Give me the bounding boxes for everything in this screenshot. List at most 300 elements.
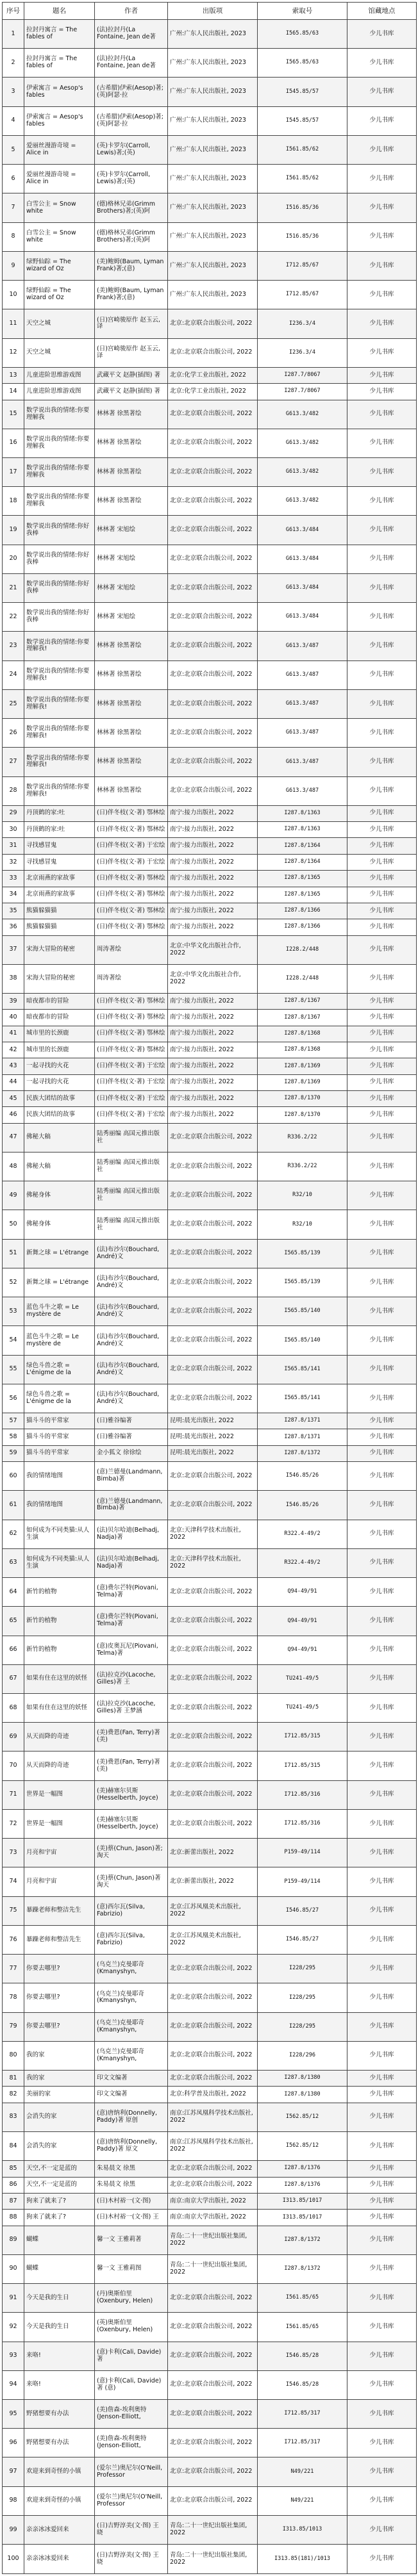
cell-title: 数学说出我的情绪:你要理解我 [24,457,95,486]
cell-title: 伊索寓言 = Aesop's fables [24,78,95,106]
cell-call-number: I545.85/57 [258,78,347,106]
cell-author: (古希腊)伊索(Aesop)著;(英)阿瑟·拉 [95,78,168,106]
cell-call-number: I712.85/317 [258,2429,347,2457]
cell-call-number: P159-49/114 [258,1839,347,1867]
cell-index: 77 [3,1955,24,1983]
cell-call-number: G613.3/482 [258,429,347,457]
cell-publisher: 北京:北京联合出版公司, 2022 [168,2041,258,2070]
cell-author: (德)格林兄弟(Grimm Brothers)著;(英)阿 [95,193,168,222]
cell-publisher: 北京:北京联合出版公司, 2022 [168,1955,258,1983]
cell-publisher: 南宁:接力出版社, 2022 [168,994,258,1010]
cell-call-number: G613.3/482 [258,487,347,516]
table-row [3,2429,417,2457]
table-row [3,838,417,854]
cell-index: 6 [3,165,24,193]
cell-index: 60 [3,1462,24,1491]
cell-title: 白雪公主 = Snow white [24,222,95,251]
table-row [3,457,417,486]
cell-author: (英)卡罗尔(Carroll, Lewis)著;(英) [95,135,168,164]
cell-title: 蓝色斗牛之歌 = Le mystère de [24,1297,95,1326]
cell-author: (意)西尔瓦(Silva, Fabrizio) [95,1925,168,1954]
cell-index: 33 [3,871,24,887]
header-author: 作者 [95,3,168,20]
cell-index: 21 [3,573,24,602]
cell-title: 绿野仙踪 = The wizard of Oz [24,281,95,309]
cell-location: 少儿书库 [347,165,417,193]
cell-publisher: 南宁:接力出版社, 2022 [168,903,258,919]
cell-location: 少儿书库 [347,603,417,632]
cell-location: 少儿书库 [347,2399,417,2428]
table-row [3,2342,417,2370]
cell-call-number: I287.8/1367 [258,994,347,1010]
cell-author: 周涛著绘 [95,964,168,993]
cell-publisher: 北京:北京联合出版公司, 2022 [168,1123,258,1152]
cell-index: 83 [3,2103,24,2131]
cell-publisher: 青岛:二十一世纪出版社集团, 2022 [168,2515,258,2544]
cell-call-number: I565.85/139 [258,1268,347,1297]
cell-author: (日)伴冬枝(文·著) 于宏绘 [95,1058,168,1074]
cell-publisher: 广州:广东人民出版社, 2023 [168,165,258,193]
cell-call-number: I565.85/140 [258,1297,347,1326]
cell-publisher: 北京:北京联合出版公司, 2022 [168,2429,258,2457]
cell-publisher: 北京:北京联合出版公司, 2022 [168,2012,258,2041]
cell-location: 少儿书库 [347,573,417,602]
cell-location: 少儿书库 [347,1026,417,1042]
header-location: 馆藏地点 [347,3,417,20]
cell-location: 少儿书库 [347,1413,417,1429]
cell-publisher: 北京:化学工业出版社, 2022 [168,384,258,400]
table-row [3,1268,417,1297]
cell-index: 79 [3,2012,24,2041]
cell-index: 66 [3,1636,24,1664]
cell-title: 我的情绪地图 [24,1491,95,1520]
table-row [3,1058,417,1074]
cell-publisher: 南宁:接力出版社, 2022 [168,822,258,838]
cell-publisher: 南宁:接力出版社, 2022 [168,919,258,935]
cell-title: 数学说出我的情绪:你要理解我! [24,632,95,660]
cell-publisher: 北京:北京联合出版公司, 2022 [168,1723,258,1752]
cell-title: 城市里的长颈鹿 [24,1026,95,1042]
table-row [3,632,417,660]
cell-index: 19 [3,516,24,545]
table-row [3,251,417,280]
cell-author: 印文文编著 [95,2087,168,2103]
table-row [3,919,417,935]
cell-title: 来咯! [24,2342,95,2370]
cell-author: (德)格林兄弟(Grimm Brothers)著;(英)阿 [95,222,168,251]
cell-title: 寻找感冒鬼 [24,838,95,854]
cell-publisher: 广州:广东人民出版社, 2023 [168,106,258,135]
table-row [3,49,417,78]
cell-index: 88 [3,2210,24,2226]
cell-author: (法)拉克沙(Lacoche, Gilles)著 王梦涵 [95,1694,168,1723]
cell-location: 少儿书库 [347,281,417,309]
cell-location: 少儿书库 [347,1925,417,1954]
cell-author: (日)伴冬枝(文·著) 鄂林绘 [95,887,168,903]
cell-publisher: 北京:北京联合出版公司, 2022 [168,1664,258,1693]
cell-location: 少儿书库 [347,2087,417,2103]
cell-publisher: 北京:北京联合出版公司, 2022 [168,2177,258,2193]
cell-location: 少儿书库 [347,994,417,1010]
cell-author: (法)拉封丹(La Fontaine, Jean de著 [95,49,168,78]
table-row [3,1578,417,1607]
cell-author: (法)布沙尔(Bouchard, André)文 [95,1355,168,1384]
cell-call-number: G613.3/484 [258,573,347,602]
cell-author: 馨一文 王雅莉著 [95,2226,168,2254]
cell-location: 少儿书库 [347,2041,417,2070]
cell-publisher: 北京:北京联合出版公司, 2022 [168,1239,258,1268]
cell-publisher: 南宁:接力出版社, 2022 [168,1042,258,1058]
cell-author: (乌克兰)克曼耶奇(Kmanyshyn, [95,2041,168,2070]
cell-title: 从天而降的奇迹 [24,1723,95,1752]
table-row [3,2071,417,2087]
cell-location: 少儿书库 [347,2515,417,2544]
cell-author: (爱尔兰)奥尼尔(O'Neill, Professor [95,2486,168,2515]
cell-location: 少儿书库 [347,1780,417,1809]
table-row [3,1384,417,1413]
cell-title: 儿童进阶思维游戏图 [24,367,95,383]
cell-call-number: I287.8/1364 [258,838,347,854]
cell-location: 少儿书库 [347,822,417,838]
cell-location: 少儿书库 [347,1239,417,1268]
cell-index: 84 [3,2131,24,2160]
cell-publisher: 北京:北京联合出版公司, 2022 [168,429,258,457]
cell-title: 佛秘身体 [24,1210,95,1239]
table-row [3,2486,417,2515]
table-row [3,400,417,429]
cell-call-number: G613.3/487 [258,776,347,805]
table-row [3,2193,417,2209]
cell-author: (日)雅谷编著 [95,1413,168,1429]
cell-index: 27 [3,748,24,776]
cell-title: 数学说出我的情绪:你好我棒 [24,573,95,602]
cell-call-number: I712.85/316 [258,1780,347,1809]
cell-index: 9 [3,251,24,280]
table-row [3,1752,417,1780]
cell-title: 北京雨燕的家故事 [24,887,95,903]
cell-title: 爱丽丝漫游奇境 = Alice in [24,165,95,193]
cell-title: 欢迎来到奇怪的小镇 [24,2486,95,2515]
cell-location: 少儿书库 [347,429,417,457]
cell-publisher: 北京:北京联合出版公司, 2022 [168,2457,258,2486]
cell-publisher: 北京:新蕾出版社, 2022 [168,1867,258,1896]
cell-author: (法)布沙尔(Bouchard, André)文 [95,1268,168,1297]
table-row [3,2313,417,2342]
cell-index: 26 [3,719,24,748]
cell-index: 1 [3,20,24,49]
cell-title: 寻找感冒鬼 [24,854,95,870]
cell-title: 蝴蝶 [24,2254,95,2283]
cell-author: 林林著 宋旭绘 [95,516,168,545]
cell-title: 从天而降的奇迹 [24,1752,95,1780]
cell-title: 会消失的家 [24,2103,95,2131]
cell-author: (美)费恩(Fan, Terry)著 (美) [95,1752,168,1780]
cell-author: (意)费尔芒特(Piovani, Telma)著 [95,1578,168,1607]
cell-location: 少儿书库 [347,1839,417,1867]
cell-call-number: I287.8/1372 [258,2254,347,2283]
cell-index: 75 [3,1896,24,1925]
cell-author: (英)奥斯伯里(Oxenbury, Helen) [95,2313,168,2342]
cell-publisher: 北京:北京联合出版公司, 2022 [168,1983,258,2012]
cell-author: (日)宫崎骏原作 赵玉云, 译 [95,338,168,367]
cell-location: 少儿书库 [347,1107,417,1123]
cell-publisher: 南宁:接力出版社, 2022 [168,887,258,903]
cell-author: (法)布沙尔(Bouchard, André)文 [95,1326,168,1355]
cell-call-number: I287.8/1366 [258,919,347,935]
cell-author: (乌克兰)克曼耶奇(Kmanyshyn, [95,2012,168,2041]
cell-location: 少儿书库 [347,1636,417,1664]
cell-index: 73 [3,1839,24,1867]
cell-index: 8 [3,222,24,251]
cell-index: 47 [3,1123,24,1152]
cell-index: 56 [3,1384,24,1413]
cell-author: (美)赫塞尔贝斯(Hesselberth, Joyce) [95,1809,168,1838]
cell-title: 野猪想要有办法 [24,2429,95,2457]
cell-call-number: I287.7/8067 [258,384,347,400]
cell-title: 你要去哪里? [24,2012,95,2041]
cell-title: 拉封丹寓言 = The fables of [24,49,95,78]
cell-title: 月亮和宇宙 [24,1839,95,1867]
cell-index: 29 [3,805,24,821]
cell-title: 天空之城 [24,338,95,367]
cell-call-number: I236.3/4 [258,338,347,367]
table-row [3,193,417,222]
cell-author: (日)伴冬枝(文·著) 鄂林绘 [95,919,168,935]
cell-title: 新舞之球 = L'étrange [24,1268,95,1297]
cell-author: (法)布沙尔(Bouchard, André)文 [95,1384,168,1413]
cell-index: 20 [3,545,24,573]
cell-location: 少儿书库 [347,2254,417,2283]
cell-location: 少儿书库 [347,903,417,919]
cell-location: 少儿书库 [347,1010,417,1026]
cell-location: 少儿书库 [347,748,417,776]
table-row [3,487,417,516]
cell-index: 59 [3,1445,24,1461]
cell-title: 数学说出我的情绪:你要理解我 [24,429,95,457]
cell-location: 少儿书库 [347,660,417,689]
cell-title: 儿童进阶思维游戏图 [24,384,95,400]
cell-author: (美)蔡(Chun, Jason)著 淘天 [95,1867,168,1896]
table-row [3,1809,417,1838]
cell-call-number: I287.8/1380 [258,2087,347,2103]
cell-author: (日)伴冬枝(文·著) 鄂林绘 [95,1042,168,1058]
cell-publisher: 北京:北京联合出版公司, 2022 [168,1809,258,1838]
cell-publisher: 青岛:二十一世纪出版社集团, 2022 [168,2254,258,2283]
table-row [3,1210,417,1239]
cell-publisher: 北京:科学普及出版社, 2022 [168,2087,258,2103]
cell-title: 今天是我的生日 [24,2313,95,2342]
cell-index: 78 [3,1983,24,2012]
cell-location: 少儿书库 [347,2012,417,2041]
cell-index: 85 [3,2161,24,2177]
cell-author: 林林著 徐黑著绘 [95,400,168,429]
cell-title: 伊索寓言 = Aesop's fables [24,106,95,135]
cell-location: 少儿书库 [347,887,417,903]
cell-call-number: I546.85/26 [258,1462,347,1491]
cell-author: 林林著 徐黑著绘 [95,719,168,748]
cell-call-number: I287.8/1380 [258,2071,347,2087]
cell-location: 少儿书库 [347,457,417,486]
cell-title: 我的情绪地图 [24,1462,95,1491]
cell-index: 71 [3,1780,24,1809]
cell-publisher: 北京:北京联合出版公司, 2022 [168,309,258,338]
table-row [3,1607,417,1636]
cell-publisher: 广州:广东人民出版社, 2023 [168,135,258,164]
cell-author: (美)蔡(Chun, Jason)著;淘天 [95,1839,168,1867]
cell-author: 朱易晨文 徐黑 [95,2161,168,2177]
cell-publisher: 北京:北京联合出版公司, 2022 [168,545,258,573]
cell-publisher: 南京:南京大学出版社, 2022 [168,2210,258,2226]
table-row [3,2545,417,2574]
header-title: 题名 [24,3,95,20]
cell-call-number: Q94-49/91 [258,1607,347,1636]
cell-title: 暗夜都市的冒险 [24,1010,95,1026]
cell-call-number: I562.85/12 [258,2103,347,2131]
cell-title: 新竹的植物 [24,1578,95,1607]
cell-call-number: G613.3/487 [258,632,347,660]
table-row [3,1355,417,1384]
cell-index: 69 [3,1723,24,1752]
cell-call-number: I565.85/139 [258,1239,347,1268]
table-row [3,1123,417,1152]
cell-call-number: I313.85(181)/1013 [258,2545,347,2574]
table-row [3,1664,417,1693]
cell-call-number: N49/221 [258,2457,347,2486]
header-publisher: 出版项 [168,3,258,20]
cell-call-number: Q94-49/91 [258,1636,347,1664]
cell-location: 少儿书库 [347,1268,417,1297]
cell-title: 数学说出我的情绪:你好我棒 [24,516,95,545]
cell-author: (意)唐纳利(Donnelly, Paddy)著 原创 [95,2103,168,2131]
table-row [3,1491,417,1520]
cell-title: 绿野仙踪 = The wizard of Oz [24,251,95,280]
cell-call-number: I561.85/62 [258,165,347,193]
cell-author: (日)宫崎骏原作 赵玉云, 译 [95,309,168,338]
cell-call-number: I287.8/1372 [258,1445,347,1461]
cell-call-number: I236.3/4 [258,309,347,338]
cell-publisher: 北京:北京联合出版公司, 2022 [168,1384,258,1413]
cell-index: 40 [3,1010,24,1026]
table-row [3,822,417,838]
table-row [3,1462,417,1491]
cell-title: 爱丽丝漫游奇境 = Alice in [24,135,95,164]
cell-author: (意)西尔瓦(Silva, Fabrizio) [95,1896,168,1925]
cell-title: 拉封丹寓言 = The fables of [24,20,95,49]
cell-call-number: I712.85/315 [258,1723,347,1752]
cell-title: 蝴蝶 [24,2226,95,2254]
cell-publisher: 广州:广东人民出版社, 2023 [168,251,258,280]
cell-index: 22 [3,603,24,632]
cell-call-number: G613.3/484 [258,516,347,545]
cell-location: 少儿书库 [347,1491,417,1520]
cell-location: 少儿书库 [347,1210,417,1239]
table-row [3,964,417,993]
cell-location: 少儿书库 [347,2193,417,2209]
cell-index: 44 [3,1074,24,1090]
cell-location: 少儿书库 [347,1809,417,1838]
cell-title: 暴躁老师和整洁先生 [24,1925,95,1954]
table-row [3,935,417,964]
cell-author: 朱易晨文 徐黑 [95,2177,168,2193]
table-row [3,1297,417,1326]
table-row [3,516,417,545]
cell-title: 数学说出我的情绪:你好我棒 [24,603,95,632]
cell-author: (乌克兰)克曼耶奇(Kmanyshyn, [95,1983,168,2012]
cell-author: (日)伴冬枝(文·著) 于宏绘 [95,838,168,854]
cell-index: 90 [3,2254,24,2283]
cell-location: 少儿书库 [347,1429,417,1445]
cell-call-number: I712.85/315 [258,1752,347,1780]
table-row [3,603,417,632]
cell-title: 佛秘大稿 [24,1152,95,1181]
cell-call-number: I287.8/1366 [258,903,347,919]
cell-publisher: 广州:广东人民出版社, 2023 [168,49,258,78]
cell-call-number: I228/296 [258,2041,347,2070]
cell-publisher: 南宁:接力出版社, 2022 [168,838,258,854]
cell-author: (日)吉野淳美(文·图) 王 晓 [95,2515,168,2544]
cell-index: 46 [3,1107,24,1123]
cell-index: 70 [3,1752,24,1780]
cell-publisher: 北京:北京联合出版公司, 2022 [168,776,258,805]
table-row [3,1010,417,1026]
table-row [3,338,417,367]
cell-title: 新竹的植物 [24,1607,95,1636]
cell-index: 54 [3,1326,24,1355]
cell-author: 林林著 徐黑著绘 [95,487,168,516]
cell-call-number: I287.8/1365 [258,887,347,903]
cell-publisher: 广州:广东人民出版社, 2023 [168,78,258,106]
cell-author: 林林著 徐黑著绘 [95,748,168,776]
cell-call-number: G613.3/487 [258,719,347,748]
cell-title: 丹顶鹤的家:吐 [24,822,95,838]
cell-index: 24 [3,660,24,689]
cell-title: 一起寻找的火花 [24,1058,95,1074]
cell-publisher: 广州:广东人民出版社, 2023 [168,20,258,49]
cell-author: (意)皮奥瓦尼(Piovani, Telma)著 [95,1636,168,1664]
cell-publisher: 北京:北京联合出版公司, 2022 [168,2284,258,2313]
cell-title: 数学说出我的情绪:你要理解我! [24,776,95,805]
cell-author: (日)吉野淳美(文·图) 王 晓 [95,2545,168,2574]
cell-index: 55 [3,1355,24,1384]
cell-publisher: 北京:北京联合出版公司, 2022 [168,1780,258,1809]
cell-publisher: 北京:北京联合出版公司, 2022 [168,1355,258,1384]
cell-location: 少儿书库 [347,719,417,748]
cell-call-number: TU241-49/5 [258,1664,347,1693]
cell-location: 少儿书库 [347,2210,417,2226]
cell-index: 91 [3,2284,24,2313]
table-row [3,719,417,748]
table-row [3,2254,417,2283]
cell-location: 少儿书库 [347,222,417,251]
cell-title: 亲亲冰冰爱回来 [24,2515,95,2544]
cell-call-number: I228/295 [258,1983,347,2012]
cell-title: 天空之城 [24,309,95,338]
cell-index: 17 [3,457,24,486]
cell-publisher: 南宁:接力出版社, 2022 [168,1026,258,1042]
cell-call-number: I287.8/1369 [258,1074,347,1090]
cell-title: 绿色斗兽之歌 = L'énigme de la [24,1384,95,1413]
cell-publisher: 北京:北京联合出版公司, 2022 [168,689,258,718]
table-row [3,106,417,135]
cell-location: 少儿书库 [347,2284,417,2313]
cell-author: (日)木村裕一(文·图) [95,2193,168,2209]
cell-title: 暗夜都市的冒险 [24,994,95,1010]
cell-call-number: R322.4-49/2 [258,1548,347,1577]
table-row [3,2399,417,2428]
cell-location: 少儿书库 [347,338,417,367]
table-row [3,1520,417,1548]
table-row [3,165,417,193]
